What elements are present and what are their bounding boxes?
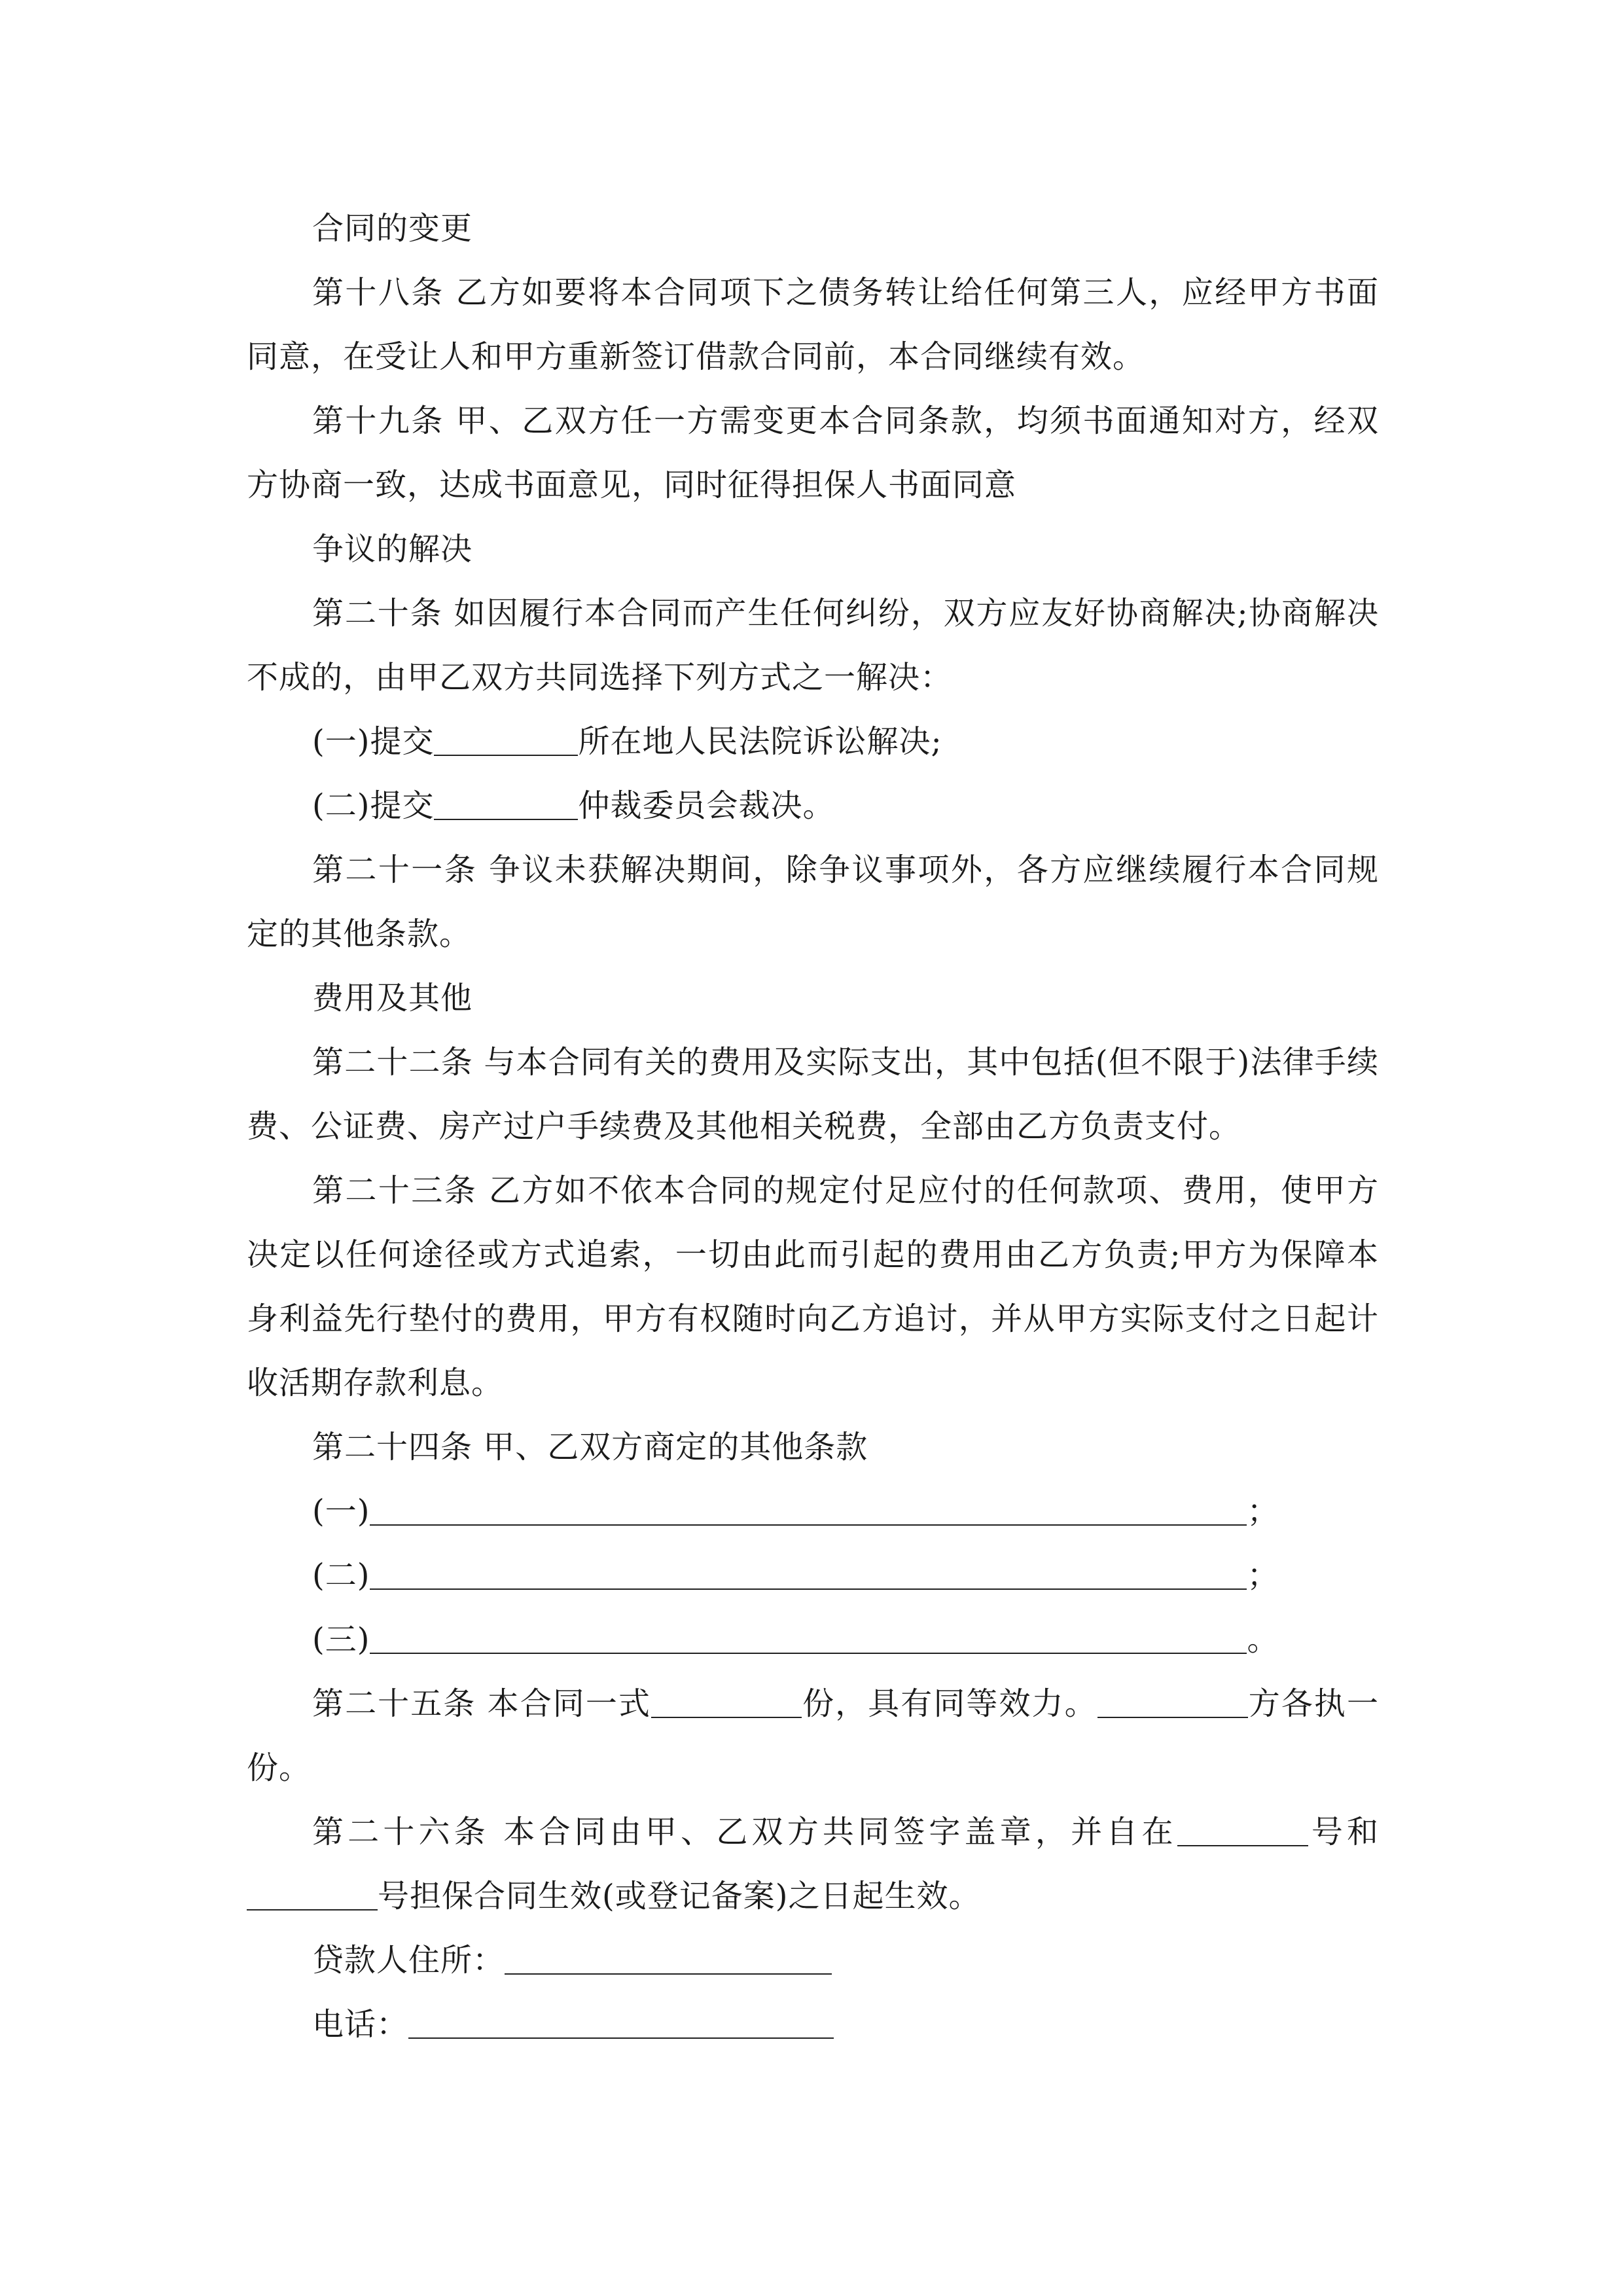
contract-page: [247, 196, 1379, 2056]
item-2-prefix: (二): [312, 1557, 370, 1594]
article-26-part-2: 号和: [1308, 1814, 1379, 1850]
article-19: 第十九条 甲、乙双方任一方需变更本合同条款，均须书面通知对方，经双方协商一致，达成书面意见，同时征得担保人书面同意: [247, 403, 1379, 503]
court-location-blank[interactable]: [434, 715, 578, 756]
article-24-item-2: [247, 1543, 1379, 1607]
item-3-prefix: (三): [312, 1621, 370, 1658]
contract-number-blank-1[interactable]: [1177, 1806, 1308, 1846]
article-18: 第十八条 乙方如要将本合同项下之债务转让给任何第三人，应经甲方书面同意，在受让人和甲方重新签订借款合同前，本合同继续有效。: [247, 274, 1379, 375]
article-24-item-1: [247, 1479, 1379, 1543]
party-count-blank[interactable]: [1097, 1677, 1248, 1718]
other-terms-blank-2[interactable]: [370, 1549, 1247, 1590]
item-1-end: ；: [1247, 1493, 1279, 1530]
section-heading-change: 合同的变更: [312, 210, 473, 247]
article-20-option-1: [247, 709, 1379, 774]
article-26: [247, 1800, 1379, 1928]
item-3-end: 。: [1247, 1621, 1279, 1658]
phone-label: 电话：: [312, 2006, 409, 2043]
lender-address-line: [247, 1928, 1379, 1992]
section-heading-dispute: 争议的解决: [312, 531, 473, 567]
other-terms-blank-3[interactable]: [370, 1613, 1247, 1654]
article-20: 第二十条 如因履行本合同而产生任何纠纷，双方应友好协商解决;协商解决不成的，由甲乙双方共同选择下列方式之一解决：: [247, 595, 1379, 696]
option-1-suffix: 所在地人民法院诉讼解决;: [578, 723, 942, 760]
phone-blank[interactable]: [408, 1998, 834, 2039]
article-25-part-1: 第二十五条 本合同一式: [312, 1685, 652, 1722]
section-heading-fees: 费用及其他: [312, 980, 473, 1016]
phone-line: [247, 1992, 1379, 2056]
item-1-prefix: (一): [312, 1493, 370, 1530]
item-2-end: ；: [1247, 1557, 1279, 1594]
option-2-suffix: 仲裁委员会裁决。: [578, 787, 835, 824]
arbitration-committee-blank[interactable]: [434, 780, 578, 820]
article-24-item-3: [247, 1607, 1379, 1672]
article-25-part-3: 方各执一份。: [247, 1685, 1379, 1786]
article-21: 第二十一条 争议未获解决期间，除争议事项外，各方应继续履行本合同规定的其他条款。: [247, 852, 1379, 952]
article-25: [247, 1672, 1379, 1800]
lender-address-blank[interactable]: [505, 1934, 832, 1975]
article-22: 第二十二条 与本合同有关的费用及实际支出，其中包括(但不限于)法律手续费、公证费、房产过户手续费及其他相关税费，全部由乙方负责支付。: [247, 1044, 1379, 1145]
copies-count-blank[interactable]: [651, 1677, 802, 1718]
option-1-prefix: (一)提交: [312, 723, 435, 760]
article-23: 第二十三条 乙方如不依本合同的规定付足应付的任何款项、费用，使甲方决定以任何途径或方式追索，一切由此而引起的费用由乙方负责;甲方为保障本身利益先行垫付的费用，甲方有权随时向乙方追讨，并从甲方实际支付之日起计收活期存款利息。: [247, 1172, 1379, 1401]
lender-address-label: 贷款人住所：: [312, 1942, 505, 1979]
article-26-part-3: 号担保合同生效(或登记备案)之日起生效。: [378, 1878, 981, 1914]
article-24: 第二十四条 甲、乙双方商定的其他条款: [312, 1429, 868, 1465]
other-terms-blank-1[interactable]: [370, 1485, 1247, 1526]
article-25-part-2: 份，具有同等效力。: [802, 1685, 1097, 1722]
article-20-option-2: [247, 774, 1379, 838]
article-26-part-1: 第二十六条 本合同由甲、乙双方共同签字盖章，并自在: [312, 1814, 1177, 1850]
contract-number-blank-2[interactable]: [247, 1870, 378, 1910]
option-2-prefix: (二)提交: [312, 787, 435, 824]
